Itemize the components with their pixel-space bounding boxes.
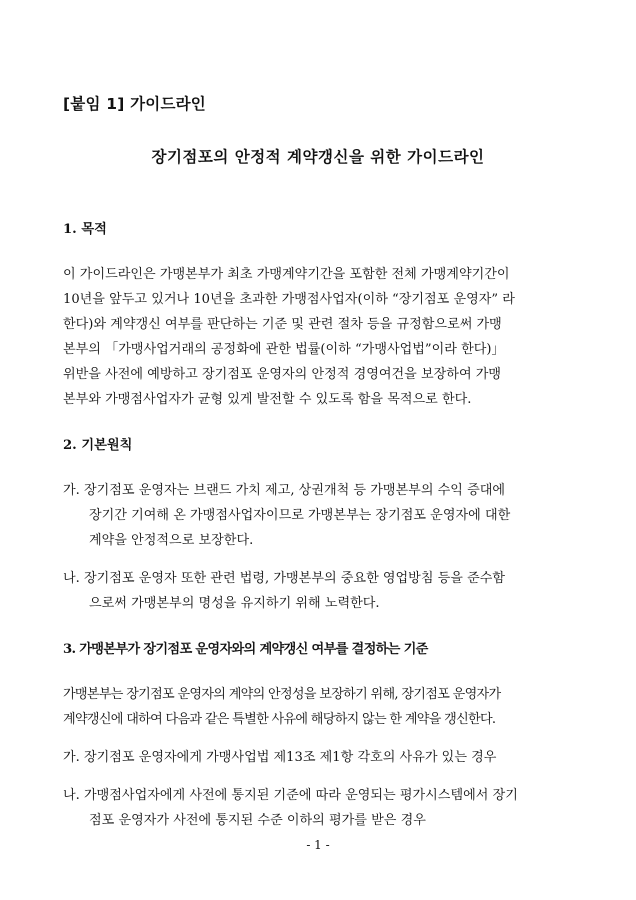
section-heading-principles: 2. 기본원칙 [63,438,133,453]
section-heading-renewal-criteria: 3. 가맹본부가 장기점포 운영자와의 계약갱신 여부를 결정하는 기준 [63,642,428,657]
page-number: - 1 - [306,838,330,852]
criteria-item-na: 나. 가맹점사업자에게 사전에 통지된 기준에 따라 운영되는 평가시스템에서 장기 [63,788,518,803]
principle-item-na-cont: 으로써 가맹본부의 명성을 유지하기 위해 노력한다. [89,596,380,611]
principle-item-ga: 가. 장기점포 운영자는 브랜드 가치 제고, 상권개척 등 가맹본부의 수익 증대에 [63,483,506,498]
criteria-intro-line: 계약갱신에 대하여 다음과 같은 특별한 사유에 해당하지 않는 한 계약을 갱신한다. [63,712,496,727]
section-heading-purpose: 1. 목적 [63,222,107,237]
principle-item-ga-cont: 장기간 기여해 온 가맹점사업자이므로 가맹본부는 장기점포 운영자에 대한 [89,508,511,523]
criteria-item-na-cont: 점포 운영자가 사전에 통지된 수준 이하의 평가를 받은 경우 [89,813,426,828]
purpose-line: 10년을 앞두고 있거나 10년을 초과한 가맹점사업자(이하 “장기점포 운영자” 라 [63,292,515,307]
document-title: 장기점포의 안정적 계약갱신을 위한 가이드라인 [151,147,485,166]
criteria-item-ga: 가. 장기점포 운영자에게 가맹사업법 제13조 제1항 각호의 사유가 있는 경우 [63,750,497,765]
purpose-line: 한다)와 계약갱신 여부를 판단하는 기준 및 관련 절차 등을 규정함으로써 가맹 [63,317,502,332]
purpose-line: 본부의 「가맹사업거래의 공정화에 관한 법률(이하 “가맹사업법”이라 한다)」 [63,342,505,357]
purpose-line: 본부와 가맹점사업자가 균형 있게 발전할 수 있도록 함을 목적으로 한다. [63,392,472,407]
purpose-line: 위반을 사전에 예방하고 장기점포 운영자의 안정적 경영여건을 보장하여 가맹 [63,367,502,382]
purpose-line: 이 가이드라인은 가맹본부가 최초 가맹계약기간을 포함한 전체 가맹계약기간이 [63,267,510,282]
principle-item-na: 나. 장기점포 운영자 또한 관련 법령, 가맹본부의 중요한 영업방침 등을 준수함 [63,571,506,586]
criteria-intro-line: 가맹본부는 장기점포 운영자의 계약의 안정성을 보장하기 위해, 장기점포 운영자가 [63,687,501,702]
attachment-label: [붙임 1] 가이드라인 [63,95,206,113]
principle-item-ga-cont: 계약을 안정적으로 보장한다. [89,533,254,548]
